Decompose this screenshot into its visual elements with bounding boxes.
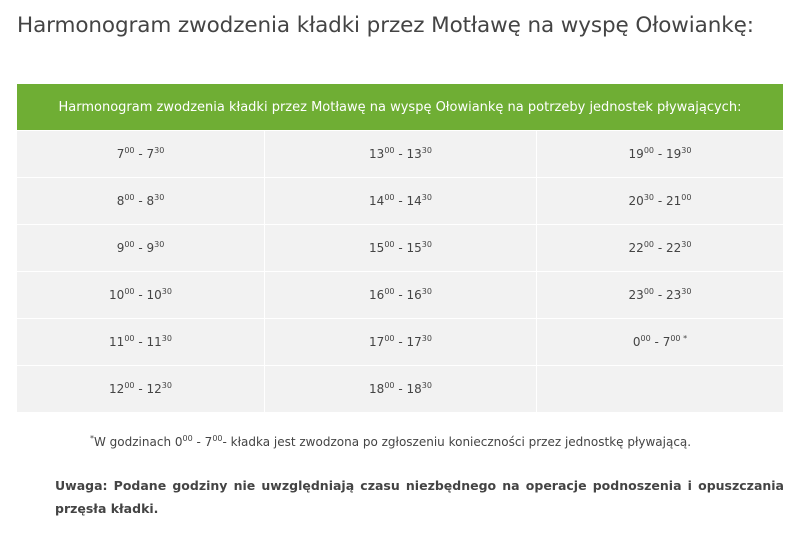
time-slot-cell xyxy=(265,224,537,271)
separator: - xyxy=(654,288,666,302)
separator: - xyxy=(654,194,666,208)
time-slot-cell xyxy=(537,271,783,318)
footnote-minute-2: 00 xyxy=(212,434,223,443)
end-minute: 30 xyxy=(161,381,172,390)
start-hour: 14 xyxy=(369,194,385,208)
time-slot-cell xyxy=(265,271,537,318)
start-minute: 00 xyxy=(124,334,135,343)
time-slot-cell xyxy=(537,365,783,412)
end-hour: 17 xyxy=(406,335,422,349)
end-minute: 30 xyxy=(154,240,165,249)
start-minute: 00 xyxy=(124,193,135,202)
footnote-hour-2: 7 xyxy=(204,435,213,449)
start-minute: 00 xyxy=(384,334,395,343)
time-slot-cell xyxy=(17,130,265,177)
end-minute: 30 xyxy=(421,381,432,390)
start-minute: 00 xyxy=(124,146,135,155)
time-slot-cell xyxy=(265,318,537,365)
start-hour: 8 xyxy=(116,194,125,208)
end-minute: 30 xyxy=(421,240,432,249)
start-minute: 00 xyxy=(384,287,395,296)
separator: - xyxy=(394,288,407,302)
start-hour: 19 xyxy=(628,147,644,161)
end-hour: 12 xyxy=(146,382,162,396)
time-slot-cell xyxy=(17,224,265,271)
end-hour: 15 xyxy=(406,241,422,255)
end-hour: 18 xyxy=(406,382,422,396)
end-minute: 30 xyxy=(161,334,172,343)
start-hour: 11 xyxy=(109,335,125,349)
end-minute: 30 xyxy=(161,287,172,296)
start-hour: 0 xyxy=(632,335,641,349)
footnote-text: - kładka jest zwodzona po zgłoszeniu konieczności przez jednostkę pływającą. xyxy=(222,435,692,449)
end-hour: 8 xyxy=(146,194,155,208)
separator: - xyxy=(654,147,666,161)
start-hour: 16 xyxy=(369,288,385,302)
end-hour: 7 xyxy=(662,335,671,349)
time-slot-cell xyxy=(17,318,265,365)
end-minute: 30 xyxy=(421,287,432,296)
time-slot-cell xyxy=(537,130,783,177)
separator: - xyxy=(394,382,407,396)
start-hour: 12 xyxy=(109,382,125,396)
time-slot-cell xyxy=(17,177,265,224)
end-minute: 30 xyxy=(681,146,692,155)
page-title: Harmonogram zwodzenia kładki przez Motławę na wyspę Ołowiankę: xyxy=(17,13,754,38)
start-minute: 00 xyxy=(384,240,395,249)
separator: - xyxy=(654,241,666,255)
end-minute: 30 xyxy=(421,193,432,202)
time-slot-cell xyxy=(537,224,783,271)
footnote-mark: * xyxy=(90,434,94,443)
time-slot-cell xyxy=(265,177,537,224)
schedule-table xyxy=(17,84,783,412)
start-minute: 00 xyxy=(124,287,135,296)
separator: - xyxy=(134,194,147,208)
start-hour: 10 xyxy=(109,288,125,302)
separator: - xyxy=(394,241,407,255)
separator: - xyxy=(134,335,147,349)
separator: - xyxy=(134,288,147,302)
end-minute: 30 xyxy=(154,193,165,202)
end-hour: 19 xyxy=(665,147,682,161)
start-minute: 30 xyxy=(643,193,655,202)
end-minute: 30 xyxy=(681,287,692,296)
end-hour: 23 xyxy=(665,288,682,302)
start-minute: 00 xyxy=(384,381,395,390)
start-hour: 17 xyxy=(369,335,385,349)
start-hour: 7 xyxy=(116,147,125,161)
table-row xyxy=(17,224,783,271)
start-hour: 23 xyxy=(628,288,644,302)
table-row xyxy=(17,271,783,318)
time-slot-cell xyxy=(537,177,783,224)
separator: - xyxy=(650,335,663,349)
schedule-body xyxy=(17,130,783,412)
table-row xyxy=(17,130,783,177)
end-hour: 14 xyxy=(406,194,422,208)
start-minute: 00 xyxy=(643,240,655,249)
separator: - xyxy=(394,147,407,161)
footnote-minute-1: 00 xyxy=(182,434,193,443)
table-row xyxy=(17,365,783,412)
start-minute: 00 xyxy=(124,381,135,390)
separator: - xyxy=(394,194,407,208)
end-hour: 11 xyxy=(146,335,162,349)
separator: - xyxy=(134,147,147,161)
end-hour: 10 xyxy=(146,288,162,302)
end-hour: 9 xyxy=(146,241,155,255)
start-hour: 20 xyxy=(628,194,644,208)
end-hour: 13 xyxy=(406,147,422,161)
end-minute: 00 * xyxy=(670,334,688,343)
separator: - xyxy=(394,335,407,349)
separator: - xyxy=(134,241,147,255)
table-row xyxy=(17,177,783,224)
time-slot-cell xyxy=(265,365,537,412)
end-minute: 00 xyxy=(681,193,692,202)
footnote-separator: - xyxy=(192,435,205,449)
end-hour: 21 xyxy=(665,194,682,208)
separator: - xyxy=(134,382,147,396)
time-slot-cell xyxy=(17,365,265,412)
end-hour: 22 xyxy=(665,241,682,255)
end-minute: 30 xyxy=(154,146,165,155)
end-minute: 30 xyxy=(421,334,432,343)
start-minute: 00 xyxy=(124,240,135,249)
start-hour: 22 xyxy=(628,241,644,255)
time-slot-cell xyxy=(17,271,265,318)
footnote-hour-1: 0 xyxy=(174,435,183,449)
table-row xyxy=(17,318,783,365)
end-minute: 30 xyxy=(681,240,692,249)
time-slot-cell xyxy=(537,318,783,365)
start-hour: 9 xyxy=(116,241,125,255)
end-hour: 7 xyxy=(146,147,155,161)
start-minute: 00 xyxy=(640,334,651,343)
start-hour: 15 xyxy=(369,241,385,255)
notice-text: Uwaga: Podane godziny nie uwzględniają czasu niezbędnego na operacje podnoszenia i opuszczania przęsła kładki. xyxy=(55,478,784,516)
start-hour: 18 xyxy=(369,382,385,396)
end-hour: 16 xyxy=(406,288,422,302)
footnote xyxy=(90,435,691,449)
start-minute: 00 xyxy=(643,146,655,155)
start-hour: 13 xyxy=(369,147,385,161)
start-minute: 00 xyxy=(384,193,395,202)
start-minute: 00 xyxy=(384,146,395,155)
time-slot-cell xyxy=(265,130,537,177)
end-minute: 30 xyxy=(421,146,432,155)
footnote-prefix: W godzinach xyxy=(94,435,175,449)
start-minute: 00 xyxy=(643,287,655,296)
table-header: Harmonogram zwodzenia kładki przez Motławę na wyspę Ołowiankę na potrzeby jednostek pływających: xyxy=(17,84,783,130)
